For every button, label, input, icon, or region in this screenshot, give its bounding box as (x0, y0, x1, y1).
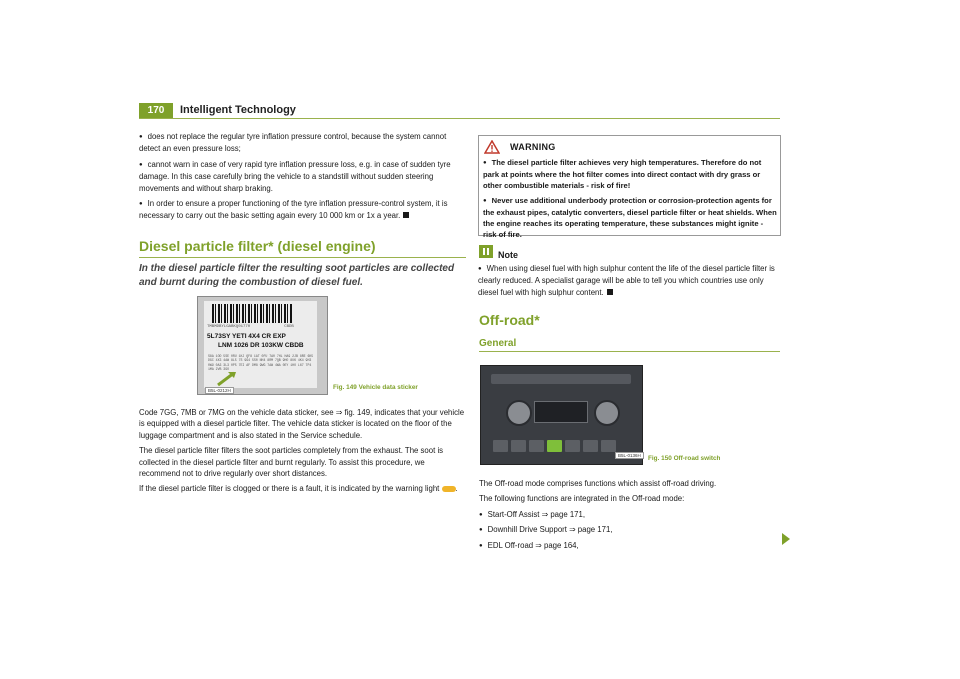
bullet-item: ● does not replace the regular tyre inflation pressure control, because the system cannot detect an even pressure loss; (139, 131, 466, 155)
warning-body (483, 157, 777, 244)
chapter-title: Intelligent Technology (180, 104, 296, 116)
left-bullets (139, 131, 466, 226)
warning-triangle-icon (484, 140, 500, 154)
list-item: ● Downhill Drive Support ⇒ page 171, (479, 524, 782, 536)
section-heading: Diesel particle filter* (diesel engine) (139, 238, 376, 254)
sticker-model-line: 5L73SY YETI 4X4 CR EXP (207, 333, 286, 340)
switch-button (583, 440, 598, 452)
note-icon (479, 245, 493, 258)
sticker-engine-line: LNM 1026 DR 103KW CBDB (218, 342, 304, 349)
figure-label: B5L-0212H (205, 387, 234, 394)
warning-item: ● Never use additional underbody protection or corrosion-protection agents for the exhaust pipes, catalytic converters, diesel particle filter or heat shields. When the engine reaches its operating temperature, these substances might ignite - risk of fire. (483, 195, 777, 240)
paragraph: If the diesel particle filter is clogged or there is a fault, it is indicated by the warning light . (139, 484, 458, 494)
sticker-code: TMBMDBYLGABKQ01770 CBDB (207, 325, 294, 329)
warning-light-icon (442, 486, 456, 492)
section-end-icon (403, 212, 409, 218)
warning-title: WARNING (510, 142, 556, 152)
vent-strip (491, 374, 631, 384)
section-lead: In the diesel particle filter the resulting soot particles are collected and burnt during the combustion of diesel fuel. (139, 263, 455, 288)
section-heading: Off-road* (479, 312, 540, 328)
switch-button (565, 440, 580, 452)
continue-arrow-icon (782, 533, 790, 545)
note-item: ● When using diesel fuel with high sulphur content the life of the diesel particle filter is clearly reduced. A specialist garage will be able to tell you which countries use only diesel fuel with high sulphur content. (478, 263, 781, 298)
section-end-icon (607, 289, 613, 295)
subsection-rule (479, 351, 780, 352)
paragraph: Code 7GG, 7MB or 7MG on the vehicle data sticker, see ⇒ fig. 149, indicates that your vehicle is equipped with a diesel particle filter. The vehicle data sticker is located on the floor of the luggage compartment and is also stated in the Service schedule. (139, 408, 465, 440)
page-number: 170 (139, 103, 173, 119)
offroad-text (479, 478, 782, 556)
bullet-item: ● In order to ensure a proper functioning of the tyre inflation pressure-control system, it is necessary to carry out the basic setting again every 10 000 km or 1x a year. (139, 198, 466, 222)
paragraph: The Off-road mode comprises functions which assist off-road driving. (479, 479, 717, 488)
offroad-button-icon (547, 440, 562, 452)
figure-label: B5L-0136H (615, 452, 644, 459)
vehicle-data-sticker-figure (197, 296, 328, 395)
figure-caption: Fig. 150 Off-road switch (648, 455, 721, 462)
left-paragraphs (139, 407, 466, 499)
switch-button-row (493, 439, 631, 453)
warning-box (478, 135, 781, 239)
warning-item: ● The diesel particle filter achieves very high temperatures. Therefore do not park at points where the hot filter comes into direct contact with dry grass or other combustible materials - risk of fire! (483, 157, 777, 191)
temperature-knob (506, 400, 532, 426)
highlight-arrow-icon (204, 301, 317, 388)
sticker-code-grid: S8A 1OD 5SE 0RU 1KJ QF8 1AT 0FU 7A0 7HL HA9 2JB 8RE 6K5 DGC 4X3 4AW 8L5 7S 9G4 5S0 NH4 8RM 7QB 9HO 8UK 4K4 9H3 0W9 0A3 3L3 0P5 7EI AF DM8 9WG 7AW 4WA 0EY 1HO L67 7P4 1MA 2VB 3GO (208, 354, 314, 371)
paragraph: The following functions are integrated in the Off-road mode: (479, 494, 685, 504)
switch-button (493, 440, 508, 452)
paragraph: The diesel particle filter filters the soot particles completely from the exhaust. The soot is collected in the diesel particle filter and burnt regularly. To assist this procedure, we recommend not to drive regularly over short distances. (139, 446, 444, 479)
offroad-switch-figure (480, 365, 643, 465)
subsection-heading: General (479, 338, 517, 349)
header-rule (139, 118, 780, 119)
section-rule (139, 257, 466, 258)
climate-display (534, 401, 588, 423)
note-body (478, 263, 781, 302)
vehicle-data-sticker (204, 301, 317, 388)
fan-knob (594, 400, 620, 426)
list-item: ● Start-Off Assist ⇒ page 171, (479, 509, 782, 521)
bullet-item: ● cannot warn in case of very rapid tyre inflation pressure loss, e.g. in case of sudden tyre damage. In this case carefully bring the vehicle to a standstill without sudden steering movements and without sharp braking. (139, 159, 466, 194)
switch-button (601, 440, 616, 452)
figure-caption: Fig. 149 Vehicle data sticker (333, 384, 418, 391)
switch-button (511, 440, 526, 452)
switch-button (529, 440, 544, 452)
note-title: Note (498, 250, 518, 260)
list-item: ● EDL Off-road ⇒ page 164, (479, 540, 782, 552)
